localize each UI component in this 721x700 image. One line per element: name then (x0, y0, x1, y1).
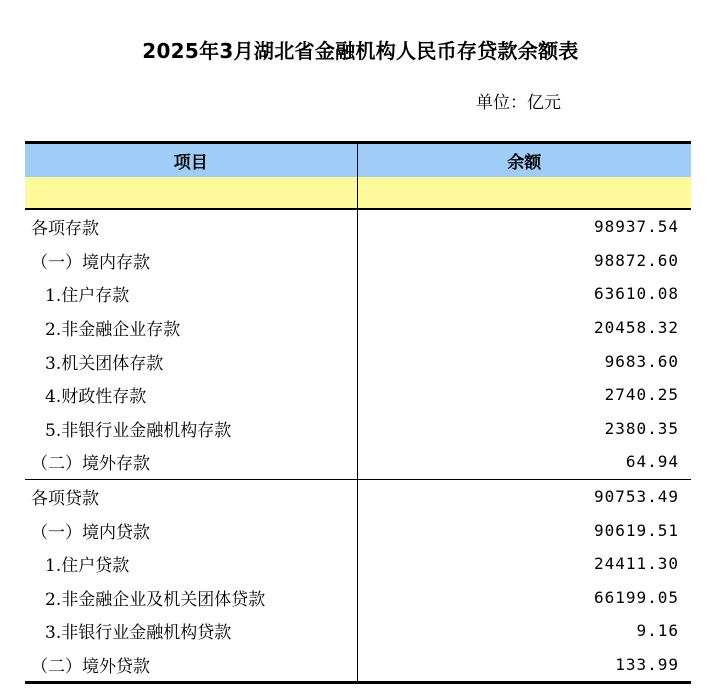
row-label: （二）境外贷款 (25, 648, 357, 683)
table-row (25, 378, 691, 412)
table-row (25, 209, 691, 244)
table-row (25, 547, 691, 581)
table-row (25, 311, 691, 345)
row-value: 2740.25 (604, 385, 679, 405)
row-label: （二）境外存款 (25, 445, 357, 479)
row-label: 各项存款 (25, 209, 357, 244)
unit-label: 单位：亿元 (476, 93, 561, 113)
balance-table-container (25, 141, 691, 684)
row-label: 2.非金融企业存款 (25, 311, 357, 345)
row-value: 64.94 (357, 445, 691, 479)
row-label: 3.非银行业金融机构贷款 (25, 614, 357, 648)
column-header-balance: 余额 (357, 143, 691, 178)
row-label: 4.财政性存款 (25, 378, 357, 412)
row-value: 9683.60 (604, 351, 679, 371)
table-row (25, 614, 691, 648)
row-value: 133.99 (357, 648, 691, 683)
table-row (25, 581, 691, 615)
row-label: 5.非银行业金融机构存款 (25, 412, 357, 446)
table-row (25, 479, 691, 513)
row-value: 98937.54 (593, 217, 679, 237)
row-value: 63610.08 (593, 284, 679, 304)
row-label: 2.非金融企业及机关团体贷款 (25, 581, 357, 615)
row-label: （一）境内贷款 (25, 513, 357, 547)
row-value: 24411.30 (593, 554, 679, 574)
row-label: （一）境内存款 (25, 244, 357, 278)
table-body (25, 209, 691, 683)
spacer-cell (25, 177, 357, 209)
row-value: 90619.51 (593, 520, 679, 540)
row-value: 66199.05 (593, 587, 679, 607)
table-row (25, 513, 691, 547)
table-row (25, 344, 691, 378)
row-value: 90753.49 (593, 487, 679, 507)
row-label: 1.住户贷款 (25, 547, 357, 581)
row-value: 20458.32 (593, 318, 679, 338)
spacer-cell (357, 177, 691, 209)
row-value: 98872.60 (593, 250, 679, 270)
page-title: 2025年3月湖北省金融机构人民币存贷款余额表 (142, 39, 579, 63)
column-header-item: 项目 (25, 143, 357, 178)
table-row (25, 648, 691, 683)
row-label: 各项贷款 (25, 479, 357, 513)
balance-table (25, 141, 691, 684)
table-row (25, 244, 691, 278)
table-row (25, 277, 691, 311)
table-header-spacer-row (25, 177, 691, 209)
row-value: 2380.35 (604, 418, 679, 438)
table-row (25, 445, 691, 479)
table-row (25, 412, 691, 446)
row-value: 9.16 (636, 621, 679, 641)
row-label: 3.机关团体存款 (25, 344, 357, 378)
table-header-row (25, 143, 691, 178)
row-label: 1.住户存款 (25, 277, 357, 311)
